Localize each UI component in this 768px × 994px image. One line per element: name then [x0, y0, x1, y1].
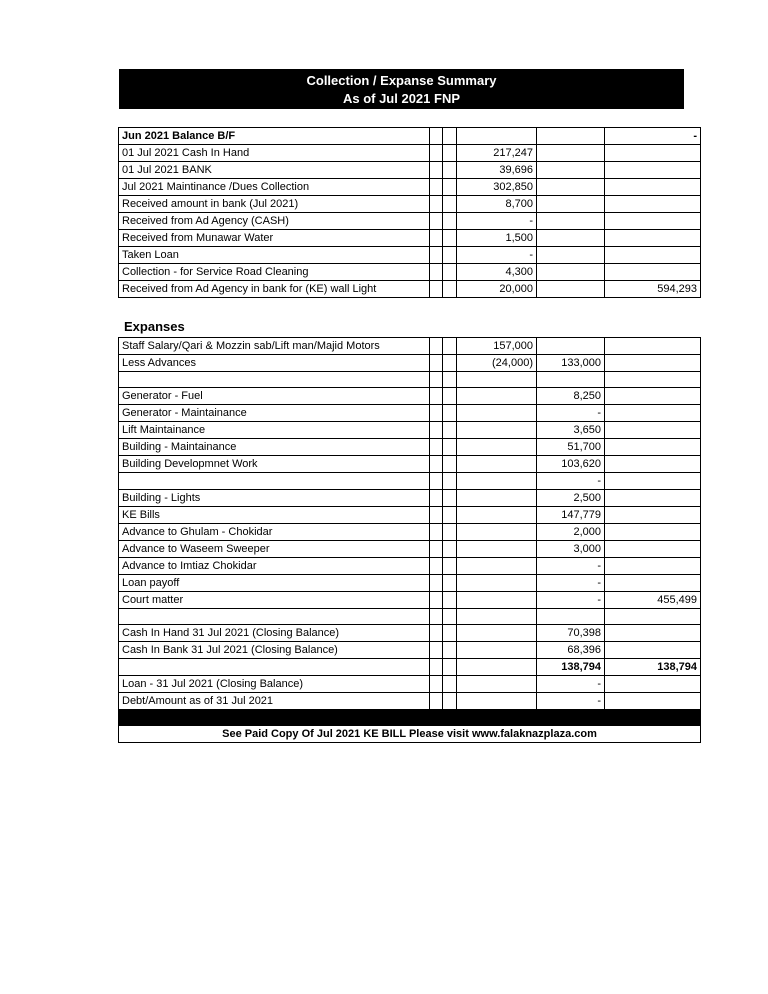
- amount-col-a: [457, 422, 537, 439]
- spacer-cell: [430, 609, 443, 625]
- row-label: Building Developmnet Work: [119, 456, 430, 473]
- amount-col-c: [605, 625, 701, 642]
- spacer-cell: [430, 642, 443, 659]
- spacer-cell: [443, 230, 457, 247]
- amount-col-c: [605, 145, 701, 162]
- spacer-cell: [430, 213, 443, 230]
- collection-row: [119, 213, 701, 230]
- amount-col-c: [605, 575, 701, 592]
- amount-col-a: 8,700: [457, 196, 537, 213]
- row-label: Advance to Waseem Sweeper: [119, 541, 430, 558]
- row-label: Received from Ad Agency in bank for (KE) wall Light: [119, 281, 430, 298]
- spacer-cell: [430, 196, 443, 213]
- amount-col-a: 157,000: [457, 338, 537, 355]
- row-label: Taken Loan: [119, 247, 430, 264]
- row-label: Collection - for Service Road Cleaning: [119, 264, 430, 281]
- amount-col-c: [605, 676, 701, 693]
- spacer-cell: [443, 609, 457, 625]
- row-label: Cash In Bank 31 Jul 2021 (Closing Balance): [119, 642, 430, 659]
- spacer-cell: [430, 179, 443, 196]
- spacer-cell: [443, 625, 457, 642]
- amount-col-c: [605, 473, 701, 490]
- expanses-title: Expanses: [124, 319, 185, 334]
- amount-col-a: [457, 473, 537, 490]
- expanse-row: [119, 524, 701, 541]
- amount-col-a: [457, 575, 537, 592]
- amount-col-c: 138,794: [605, 659, 701, 676]
- amount-col-c: [605, 264, 701, 281]
- row-label: Jul 2021 Maintinance /Dues Collection: [119, 179, 430, 196]
- collection-row: [119, 196, 701, 213]
- expanse-row: [119, 338, 701, 355]
- amount-col-a: [457, 405, 537, 422]
- amount-col-c: [605, 213, 701, 230]
- spacer-cell: [430, 575, 443, 592]
- amount-col-a: 20,000: [457, 281, 537, 298]
- spacer-cell: [443, 355, 457, 372]
- amount-col-c: [605, 642, 701, 659]
- spacer-cell: [430, 128, 443, 145]
- expanse-row: [119, 592, 701, 609]
- amount-col-a: [457, 541, 537, 558]
- spacer-cell: [443, 693, 457, 710]
- amount-col-b: -: [537, 676, 605, 693]
- row-label: [119, 659, 430, 676]
- amount-col-a: (24,000): [457, 355, 537, 372]
- amount-col-a: [457, 128, 537, 145]
- row-label: Advance to Imtiaz Chokidar: [119, 558, 430, 575]
- spacer-cell: [443, 162, 457, 179]
- spacer-cell: [443, 264, 457, 281]
- spacer-cell: [443, 676, 457, 693]
- black-bar-row: [119, 710, 701, 726]
- amount-col-b: -: [537, 558, 605, 575]
- amount-col-b: 70,398: [537, 625, 605, 642]
- row-label: Building - Lights: [119, 490, 430, 507]
- amount-col-c: [605, 338, 701, 355]
- expanse-row: [119, 355, 701, 372]
- amount-col-a: [457, 625, 537, 642]
- spacer-cell: [443, 281, 457, 298]
- row-label: Staff Salary/Qari & Mozzin sab/Lift man/Majid Motors: [119, 338, 430, 355]
- spacer-cell: [430, 473, 443, 490]
- row-label: Lift Maintainance: [119, 422, 430, 439]
- spacer-cell: [430, 355, 443, 372]
- spacer-cell: [443, 456, 457, 473]
- amount-col-b: 2,000: [537, 524, 605, 541]
- amount-col-b: [537, 179, 605, 196]
- spacer-cell: [443, 642, 457, 659]
- amount-col-a: [457, 490, 537, 507]
- expanse-row: [119, 405, 701, 422]
- collection-row: [119, 179, 701, 196]
- amount-col-c: [605, 196, 701, 213]
- spacer-cell: [430, 524, 443, 541]
- amount-col-a: [457, 558, 537, 575]
- spacer-cell: [430, 247, 443, 264]
- amount-col-c: [605, 179, 701, 196]
- spacer-cell: [443, 338, 457, 355]
- spacer-cell: [443, 541, 457, 558]
- amount-col-b: 3,650: [537, 422, 605, 439]
- footer-row: [119, 726, 701, 743]
- amount-col-a: -: [457, 247, 537, 264]
- amount-col-b: [537, 247, 605, 264]
- spacer-cell: [430, 456, 443, 473]
- amount-col-a: [457, 372, 537, 388]
- spacer-cell: [430, 625, 443, 642]
- amount-col-b: [537, 213, 605, 230]
- amount-col-b: 2,500: [537, 490, 605, 507]
- spacer-cell: [430, 162, 443, 179]
- row-label: Generator - Fuel: [119, 388, 430, 405]
- spacer-cell: [430, 372, 443, 388]
- spacer-cell: [430, 659, 443, 676]
- collection-row: [119, 145, 701, 162]
- spacer-cell: [443, 473, 457, 490]
- amount-col-b: -: [537, 592, 605, 609]
- amount-col-a: [457, 388, 537, 405]
- amount-col-c: [605, 507, 701, 524]
- expanse-row: [119, 388, 701, 405]
- amount-col-a: [457, 609, 537, 625]
- expanse-row: [119, 642, 701, 659]
- amount-col-a: 302,850: [457, 179, 537, 196]
- amount-col-c: [605, 524, 701, 541]
- expanse-row: [119, 609, 701, 625]
- amount-col-c: [605, 609, 701, 625]
- spacer-cell: [443, 179, 457, 196]
- spacer-cell: [430, 676, 443, 693]
- row-label: Received from Ad Agency (CASH): [119, 213, 430, 230]
- amount-col-b: 138,794: [537, 659, 605, 676]
- amount-col-a: [457, 456, 537, 473]
- spacer-cell: [430, 281, 443, 298]
- spacer-cell: [430, 558, 443, 575]
- spacer-cell: [430, 264, 443, 281]
- row-label: Less Advances: [119, 355, 430, 372]
- expanse-row: [119, 558, 701, 575]
- amount-col-b: 147,779: [537, 507, 605, 524]
- amount-col-b: [537, 338, 605, 355]
- spacer-cell: [443, 128, 457, 145]
- amount-col-b: -: [537, 473, 605, 490]
- summary-header: [119, 69, 684, 109]
- row-label: Received amount in bank (Jul 2021): [119, 196, 430, 213]
- spacer-cell: [443, 490, 457, 507]
- header-title-line1: Collection / Expanse Summary: [306, 73, 497, 88]
- expanse-row: [119, 541, 701, 558]
- row-label: 01 Jul 2021 Cash In Hand: [119, 145, 430, 162]
- amount-col-c: 594,293: [605, 281, 701, 298]
- amount-col-c: [605, 247, 701, 264]
- amount-col-b: [537, 264, 605, 281]
- amount-col-b: [537, 145, 605, 162]
- collection-row: [119, 128, 701, 145]
- amount-col-a: -: [457, 213, 537, 230]
- amount-col-a: [457, 439, 537, 456]
- expanse-row: [119, 422, 701, 439]
- amount-col-a: 1,500: [457, 230, 537, 247]
- spacer-cell: [430, 388, 443, 405]
- spacer-cell: [430, 145, 443, 162]
- amount-col-c: [605, 439, 701, 456]
- spacer-cell: [443, 422, 457, 439]
- spacer-cell: [430, 338, 443, 355]
- row-label: Building - Maintainance: [119, 439, 430, 456]
- amount-col-a: [457, 524, 537, 541]
- amount-col-a: [457, 507, 537, 524]
- amount-col-c: -: [605, 128, 701, 145]
- collection-row: [119, 281, 701, 298]
- amount-col-a: 217,247: [457, 145, 537, 162]
- spacer-cell: [443, 247, 457, 264]
- amount-col-c: 455,499: [605, 592, 701, 609]
- expanse-row: [119, 439, 701, 456]
- amount-col-c: [605, 558, 701, 575]
- spacer-cell: [443, 575, 457, 592]
- row-label: [119, 372, 430, 388]
- row-label: Jun 2021 Balance B/F: [119, 128, 430, 145]
- row-label: Generator - Maintainance: [119, 405, 430, 422]
- spacer-cell: [443, 507, 457, 524]
- row-label: Loan payoff: [119, 575, 430, 592]
- expanse-row: [119, 490, 701, 507]
- amount-col-b: 133,000: [537, 355, 605, 372]
- collection-row: [119, 264, 701, 281]
- collection-table: [118, 127, 701, 298]
- amount-col-b: 3,000: [537, 541, 605, 558]
- collection-row: [119, 247, 701, 264]
- collection-row: [119, 230, 701, 247]
- row-label: 01 Jul 2021 BANK: [119, 162, 430, 179]
- spacer-cell: [430, 541, 443, 558]
- expanse-row: [119, 473, 701, 490]
- expanse-row: [119, 676, 701, 693]
- spacer-cell: [443, 659, 457, 676]
- spacer-cell: [443, 558, 457, 575]
- amount-col-c: [605, 693, 701, 710]
- amount-col-b: [537, 281, 605, 298]
- spacer-cell: [430, 405, 443, 422]
- row-label: [119, 473, 430, 490]
- row-label: Cash In Hand 31 Jul 2021 (Closing Balance): [119, 625, 430, 642]
- row-label: Court matter: [119, 592, 430, 609]
- header-title-line2: As of Jul 2021 FNP: [342, 91, 461, 106]
- spacer-cell: [443, 439, 457, 456]
- black-bar: [119, 710, 701, 726]
- footer-note: See Paid Copy Of Jul 2021 KE BILL Please visit www.falaknazplaza.com: [119, 726, 701, 743]
- amount-col-c: [605, 230, 701, 247]
- spacer-cell: [443, 592, 457, 609]
- row-label: [119, 609, 430, 625]
- amount-col-b: -: [537, 575, 605, 592]
- expanse-row: [119, 456, 701, 473]
- amount-col-b: [537, 128, 605, 145]
- spacer-cell: [430, 230, 443, 247]
- amount-col-a: [457, 659, 537, 676]
- amount-col-b: -: [537, 693, 605, 710]
- spacer-cell: [430, 439, 443, 456]
- spacer-cell: [443, 213, 457, 230]
- spacer-cell: [443, 372, 457, 388]
- amount-col-a: 4,300: [457, 264, 537, 281]
- spacer-cell: [430, 693, 443, 710]
- amount-col-a: [457, 676, 537, 693]
- amount-col-a: 39,696: [457, 162, 537, 179]
- spacer-cell: [430, 592, 443, 609]
- row-label: KE Bills: [119, 507, 430, 524]
- expanse-row: [119, 575, 701, 592]
- spacer-cell: [430, 422, 443, 439]
- amount-col-c: [605, 372, 701, 388]
- amount-col-b: 103,620: [537, 456, 605, 473]
- amount-col-a: [457, 592, 537, 609]
- expanse-row: [119, 372, 701, 388]
- spacer-cell: [443, 145, 457, 162]
- amount-col-c: [605, 388, 701, 405]
- spacer-cell: [443, 524, 457, 541]
- expanse-row: [119, 625, 701, 642]
- spacer-cell: [443, 388, 457, 405]
- row-label: Debt/Amount as of 31 Jul 2021: [119, 693, 430, 710]
- amount-col-c: [605, 541, 701, 558]
- amount-col-b: [537, 196, 605, 213]
- expanse-row: [119, 693, 701, 710]
- amount-col-c: [605, 355, 701, 372]
- spacer-cell: [443, 196, 457, 213]
- row-label: Received from Munawar Water: [119, 230, 430, 247]
- spacer-cell: [430, 507, 443, 524]
- amount-col-c: [605, 422, 701, 439]
- amount-col-b: [537, 230, 605, 247]
- row-label: Loan - 31 Jul 2021 (Closing Balance): [119, 676, 430, 693]
- amount-col-c: [605, 456, 701, 473]
- expanse-row: [119, 507, 701, 524]
- spacer-cell: [443, 405, 457, 422]
- collection-row: [119, 162, 701, 179]
- amount-col-b: [537, 609, 605, 625]
- spacer-cell: [430, 490, 443, 507]
- amount-col-c: [605, 405, 701, 422]
- amount-col-a: [457, 642, 537, 659]
- amount-col-b: -: [537, 405, 605, 422]
- amount-col-b: [537, 162, 605, 179]
- amount-col-b: 8,250: [537, 388, 605, 405]
- expanse-row: [119, 659, 701, 676]
- row-label: Advance to Ghulam - Chokidar: [119, 524, 430, 541]
- amount-col-c: [605, 490, 701, 507]
- amount-col-c: [605, 162, 701, 179]
- amount-col-b: 68,396: [537, 642, 605, 659]
- amount-col-b: 51,700: [537, 439, 605, 456]
- amount-col-a: [457, 693, 537, 710]
- amount-col-b: [537, 372, 605, 388]
- expanses-table: [118, 337, 701, 743]
